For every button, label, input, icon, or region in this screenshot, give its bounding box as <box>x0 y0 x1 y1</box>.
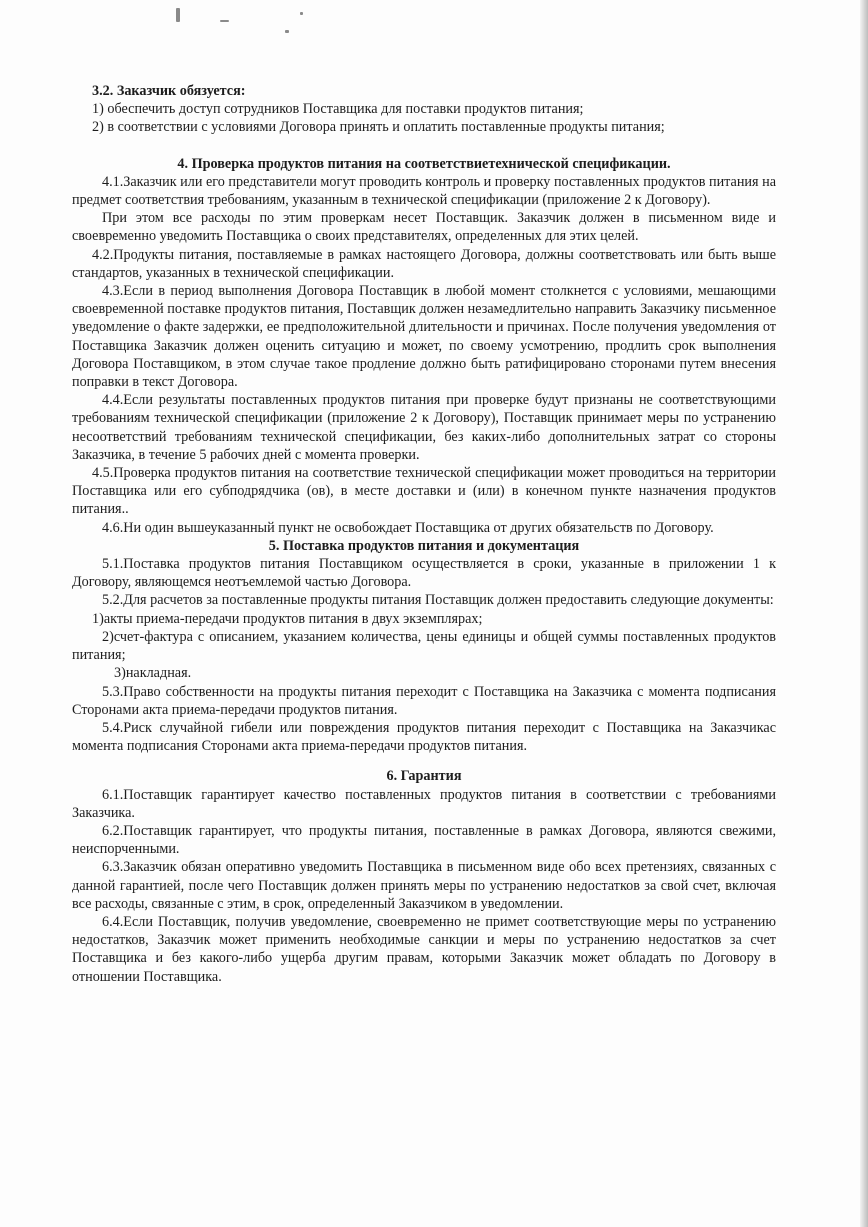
clause-6-2: 6.2.Поставщик гарантирует, что продукты питания, поставленные в рамках Договора, являются свежими, неиспорченными. <box>72 822 776 858</box>
clause-5-1: 5.1.Поставка продуктов питания Поставщиком осуществляется в сроки, указанные в приложении 1 к Договору, являющемся неотъемлемой частью Договора. <box>72 556 776 591</box>
clause-4-3: 4.3.Если в период выполнения Договора Поставщик в любой момент столкнется с условиями, мешающими своевременной поставке продуктов питания, Поставщик должен незамедлительно направить Заказчику письменное уведомление о факте задержки, ее предположительной длительности и причинах. После получения уведомления от Поставщика Заказчик должен оценить ситуацию и может, по своему усмотрению, продлить срок выполнения Договора Поставщиком, в этом случае такое продление должно быть ратифицировано сторонами путем внесения поправки в текст Договора. <box>72 283 776 391</box>
section-5-heading: 5. Поставка продуктов питания и документация <box>268 537 580 554</box>
clause-4-1-cont: При этом все расходы по этим проверкам несет Поставщик. Заказчик должен в письменном виде и своевременно уведомить Поставщика о своих представителях, определенных для этих целей. <box>72 210 776 245</box>
section-6-heading: 6. Гарантия <box>386 768 462 785</box>
document-page <box>72 82 776 986</box>
document-list-item: 2)счет-фактура с описанием, указанием количества, цены единицы и общей суммы поставленных продуктов питания; <box>72 628 776 664</box>
clause-5-3: 5.3.Право собственности на продукты питания переходит с Поставщика на Заказчика с момента подписания Сторонами акта приема-передачи продуктов питания. <box>72 683 776 718</box>
clause-6-4: 6.4.Если Поставщик, получив уведомление, своевременно не примет соответствующие меры по устранению недостатков, Заказчик может применить необходимые санкции и меры по устранению недостатков за счет Поставщика и без какого-либо ущерба другим правам, которыми Заказчик может обладать по Договору в отношении Поставщика. <box>72 913 776 985</box>
clause-4-2: 4.2.Продукты питания, поставляемые в рамках настоящего Договора, должны соответствовать или быть выше стандартов, указанных в технической спецификации. <box>72 246 776 281</box>
clause-4-1: 4.1.Заказчик или его представители могут проводить контроль и проверку поставленных продуктов питания на предмет соответствия требованиям, указанным в технической спецификации (приложение 2 к Договору). <box>72 173 776 209</box>
section-3-item: 1) обеспечить доступ сотрудников Поставщика для поставки продуктов питания; <box>92 101 584 118</box>
clause-5-2: 5.2.Для расчетов за поставленные продукты питания Поставщик должен предоставить следующие документы: <box>102 592 774 609</box>
scan-speck <box>176 8 180 22</box>
section-3-heading: 3.2. Заказчик обязуется: <box>92 83 246 99</box>
clause-6-3: 6.3.Заказчик обязан оперативно уведомить Поставщика в письменном виде обо всех претензиях, связанных с данной гарантией, после чего Поставщик должен принять меры по устранению недостатков за свой счет, включая все расходы, связанные с этим, в срок, определенный Заказчиком в уведомлении. <box>72 859 776 912</box>
clause-4-5: 4.5.Проверка продуктов питания на соответствие технической спецификации может проводиться на территории Поставщика или его субподрядчика (ов), в месте доставки и (или) в конечном пункте назначения продуктов питания.. <box>72 465 776 518</box>
document-list-item: 3)накладная. <box>114 665 192 682</box>
clause-6-1: 6.1.Поставщик гарантирует качество поставленных продуктов питания в соответствии с требованиями Заказчика. <box>72 786 776 821</box>
clause-4-4: 4.4.Если результаты поставленных продуктов питания при проверке будут признаны не соответствующими требованиям технической спецификации (приложение 2 к Договору), Поставщик принимает меры по устранению несоответствий требованиям технической спецификации, без каких-либо дополнительных затрат со стороны Заказчика, в течение 5 рабочих дней с момента проверки. <box>72 392 776 463</box>
section-3-item: 2) в соответствии с условиями Договора принять и оплатить поставленные продукты питания; <box>92 119 665 136</box>
scan-speck <box>300 12 303 15</box>
section-4-heading: 4. Проверка продуктов питания на соответствиетехнической спецификации. <box>177 155 671 172</box>
clause-5-4: 5.4.Риск случайной гибели или повреждения продуктов питания переходит с Поставщика на Заказчикас момента подписания Сторонами акта приема-передачи продуктов питания. <box>72 719 776 755</box>
scan-edge-shadow <box>860 0 868 1227</box>
scan-speck <box>285 30 289 33</box>
document-list-item: 1)акты приема-передачи продуктов питания в двух экземплярах; <box>92 610 483 627</box>
clause-4-6: 4.6.Ни один вышеуказанный пункт не освобождает Поставщика от других обязательств по Договору. <box>102 519 714 536</box>
scan-speck <box>220 20 229 22</box>
